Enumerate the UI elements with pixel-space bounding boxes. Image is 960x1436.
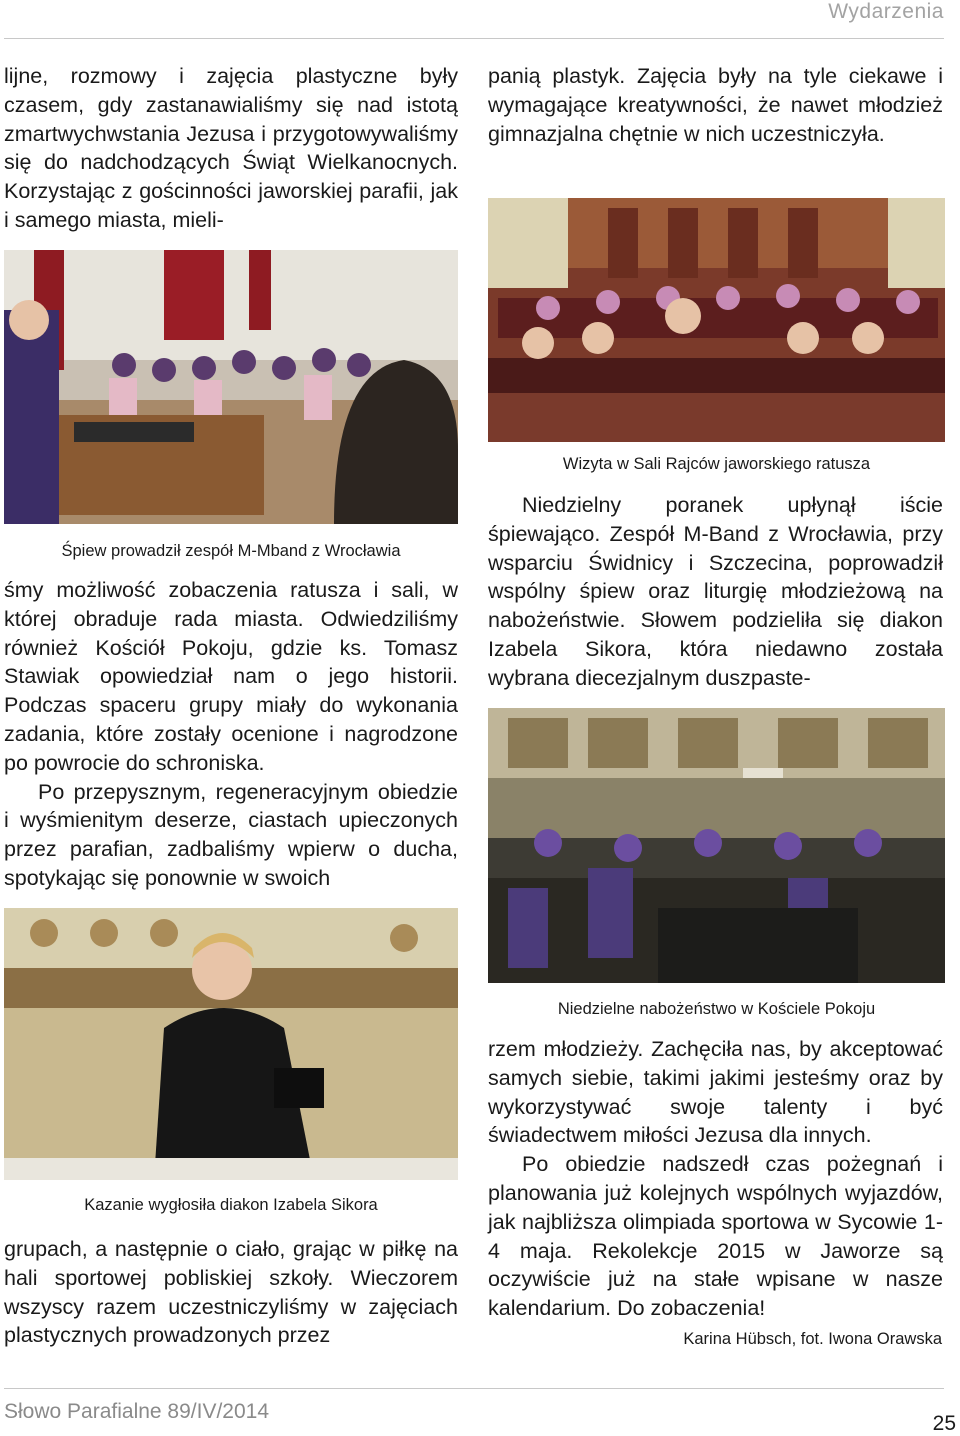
- photo-singing: [4, 250, 458, 524]
- publication-title: Słowo Parafialne 89/IV/2014: [4, 1400, 270, 1423]
- footer-rule: [4, 1388, 944, 1389]
- paragraph: Niedzielny poranek upłynął iście śpiewająco. Zespół M-Band z Wrocławia, przy wsparciu Świdnicy i Szczecina, poprowadził wspólny śpiew oraz liturgię młodzieżową na nabożeństwie. Słowem podzieliła się diakon Izabela Sikora, która niedawno została wybrana diecezjalnym duszpaste-: [488, 493, 943, 690]
- caption-deacon: Kazanie wygłosiła diakon Izabela Sikora: [84, 1196, 378, 1214]
- column-1-bottom-text: [4, 1235, 458, 1350]
- paragraph: Po przepysznym, regeneracyjnym obiedzie i wyśmienitym deserze, ciastach upieczonych przez parafian, zadbaliśmy wpierw o ducha, spotykając się ponownie w swoich: [4, 779, 458, 890]
- paragraph: grupach, a następnie o ciało, grając w piłkę na hali sportowej pobliskiej szkoły. Wieczorem wszyscy razem uczestniczyliśmy w zajęciach plastycznych prowadzonych przez: [4, 1237, 458, 1348]
- paragraph: śmy możliwość zobaczenia ratusza i sali, w której obraduje rada miasta. Odwiedziliśmy również Kościół Pokoju, gdzie ks. Tomasz Stawiak opowiedział nam o jego historii. Podczas spaceru grupy miały do wykonania zadania, które zostały ocenione i nagrodzone po powrocie do schroniska.: [4, 578, 458, 775]
- photo-deacon: [4, 908, 458, 1180]
- paragraph: rzem młodzieży. Zachęciła nas, by akceptować samych siebie, takimi jakimi jesteśmy oraz by wykorzystywać swoje talenty i być świadectwem miłości Jezusa dla innych.: [488, 1037, 943, 1148]
- caption-townhall: Wizyta w Sali Rajców jaworskiego ratusza: [562, 455, 871, 473]
- column-2-bottom-text: [488, 1035, 943, 1323]
- caption-singing: Śpiew prowadził zespół M-Mband z Wrocławia: [61, 542, 401, 560]
- column-2-top-text: [488, 62, 943, 148]
- paragraph: Po obiedzie nadszedł czas pożegnań i planowania już kolejnych wspólnych wyjazdów, jak najbliższa olimpiada sportowa w Sycowie 1-4 maja. Rekolekcje 2015 w Jaworze są oczywiście już na stałe wpisane w nasze kalendarium. Do zobaczenia!: [488, 1152, 943, 1321]
- author-credit: Karina Hübsch, fot. Iwona Orawska: [683, 1330, 942, 1348]
- paragraph: panią plastyk. Zajęcia były na tyle ciekawe i wymagające kreatywności, że nawet młodzież gimnazjalna chętnie w nich uczestniczyła.: [488, 64, 943, 146]
- column-2-middle-text: [488, 491, 943, 693]
- column-1-top-text: [4, 62, 458, 235]
- paragraph: lijne, rozmowy i zajęcia plastyczne były czasem, gdy zastanawialiśmy się nad istotą zmartwychwstania Jezusa i przygotowywaliśmy się do nadchodzących Świąt Wielkanocnych. Korzystając z gościnności jaworskiej parafii, jak i samego miasta, mieli-: [4, 64, 458, 232]
- column-1-middle-text: [4, 576, 458, 893]
- caption-church: Niedzielne nabożeństwo w Kościele Pokoju: [557, 1000, 876, 1018]
- photo-church: [488, 708, 945, 983]
- section-title: Wydarzenia: [828, 0, 944, 23]
- page-number: 25: [932, 1412, 956, 1435]
- header-rule: [4, 38, 944, 39]
- photo-townhall: [488, 198, 945, 442]
